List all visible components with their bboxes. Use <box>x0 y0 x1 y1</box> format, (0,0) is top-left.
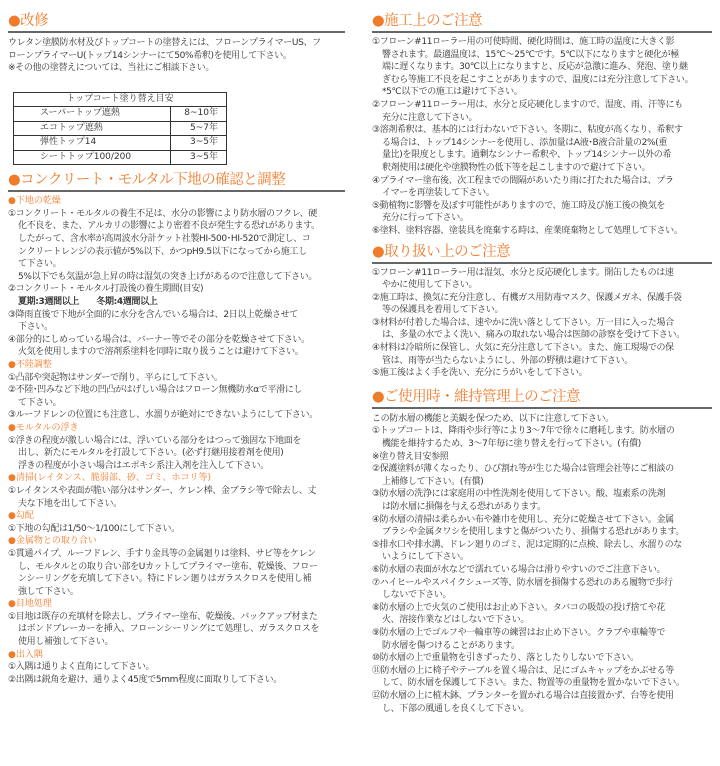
text-line: 強して下さい。 <box>18 586 79 597</box>
seko-notes <box>372 36 712 238</box>
subsection-body <box>8 372 345 422</box>
subsection-body <box>8 523 345 536</box>
text-line: ⑤施工後はよく手を洗い、充分にうがいをして下さい。 <box>372 368 588 379</box>
product-name: エコトップ遮熱 <box>14 121 171 136</box>
kaishu-body-line: ウレタン塗膜防水材及びトップコートの塗替えには、フローンプライマーUS、フ <box>8 38 321 48</box>
text-line: しないで下さい。 <box>382 590 452 601</box>
text-line: て下さい。 <box>18 397 62 408</box>
text-line: 防水層を傷つけることがあります。 <box>382 640 520 651</box>
text-line: 等の保護具を着用して下さい。 <box>382 305 504 316</box>
text-line: ⑥防水層の表面が水などで濡れている場合は滑りやすいのでご注意下さい。 <box>372 564 666 575</box>
text-line: 下さい。 <box>18 322 53 333</box>
concrete-subsections <box>8 195 345 686</box>
text-line: 上補修して下さい。(有償) <box>382 476 484 487</box>
text-line: ④部分的にしめっている場合は、バーナー等でその部分を乾燥させて下さい。 <box>8 334 310 345</box>
text-line: 5%以下でも気温が急上昇の時は湿気の突き上げがあるので注意して下さい。 <box>18 271 318 282</box>
text-line: 端に遅くなります。30℃以上になりますと、反応が急激に進み、発泡、塗り継 <box>382 62 688 73</box>
subsection-body <box>8 611 345 649</box>
text-line: ①フローン#11ローラー用は湿気、水分と反応硬化します。開缶したものは速 <box>372 267 674 278</box>
text-line: ⑤動植物に影響を及ぼす可能性がありますので、施工時及び施工後の換気を <box>372 200 665 211</box>
text-line: ①トップコートは、降雨や歩行等により3～7年で徐々に磨耗します。防水層の <box>372 426 675 437</box>
subsection-heading: ●勾配 <box>8 511 34 522</box>
text-line: 出し、新たにモルタルを打設して下さい。(必ず打継用接着剤を使用) <box>18 448 284 459</box>
text-line: ②施工時は、換気に充分注意し、有機ガス用防毒マスク、保護メガネ、保護手袋 <box>372 292 682 303</box>
subsection-heading: ●モルタルの浮き <box>8 422 79 433</box>
text-line: 管は、雨等が当たらないようにし、外部の野積は避けて下さい。 <box>382 355 633 366</box>
subsection-body <box>8 208 345 359</box>
text-line: ③防水層の洗浄には家庭用の中性洗剤を使用して下さい。酸、塩素系の洗剤 <box>372 489 666 500</box>
text-line: し、下部の風通しを良くして下さい。 <box>382 703 530 714</box>
text-line: 機能を維持するため、3～7年毎に塗り替えを行って下さい。(有償) <box>382 439 641 450</box>
text-line: ①フローン#11ローラー用の可使時間、硬化時間は、施工時の温度に大きく影 <box>372 37 675 47</box>
text-line: イマーを再塗装して下さい。 <box>382 188 495 199</box>
subsection-heading: ●目地処理 <box>8 599 52 610</box>
text-line: 釈剤使用は硬化や塗膜物性の低下等を起こしますので避けて下さい。 <box>382 162 651 173</box>
left-column <box>8 0 345 686</box>
subsection-heading: ●清掃(レイタンス、脆弱部、砂、ゴミ、ホコリ等) <box>8 473 212 484</box>
right-column <box>372 0 712 715</box>
text-line: いようにして下さい。 <box>382 552 469 563</box>
text-line: 化不良を、また、アルカリの影響により密着不良が発生する恐れがあります。 <box>18 221 320 232</box>
text-line: は、多量の水でよく洗い、痛みの取れない場合は医師の診察を受けて下さい。 <box>382 330 685 341</box>
text-line: 夏期:3週間以上 冬期:4週間以上 <box>18 297 158 308</box>
section-heading-shiyo: ●ご使用時・維持管理上のご注意 <box>372 388 712 409</box>
table-row <box>14 136 227 151</box>
table-header: トップコート塗り替え目安 <box>14 92 227 107</box>
subsection-body <box>8 661 345 686</box>
section-heading-seko: ●施工上のご注意 <box>372 12 712 33</box>
text-line: はボンドブレーカーを挿入、フローンシーリングにて処理し、ガラスクロスを <box>18 624 320 635</box>
text-line: ②フローン#11ローラー用は、水分と反応硬化しますので、湿度、雨、汗等にも <box>372 99 683 110</box>
repaint-years: 3~5年 <box>171 136 227 151</box>
shiyo-notes <box>372 413 712 715</box>
text-line: この防水層の機能と美観を保つため、以下に注意して下さい。 <box>372 413 614 424</box>
kaishu-body-line: ローンプライマーU(トップ14シンナーにて50%希釈)を使用して下さい。 <box>8 50 292 61</box>
text-line: ①浮きの程度が激しい場合には、浮いている部分をはつって強固な下地面を <box>8 435 302 446</box>
text-line: ⑪防水層の上に椅子やテーブルを置く場合は、足にゴムキャップをかぶせる等 <box>372 665 674 676</box>
text-line: やかに使用して下さい。 <box>382 280 478 291</box>
text-line: *5℃以下での施工は避けて下さい。 <box>382 87 523 98</box>
text-line: ④材料は冷暗所に保管し、火気に充分注意して下さい。また、施工現場での保 <box>372 343 674 354</box>
table-row <box>14 107 227 122</box>
table-row <box>14 121 227 136</box>
repaint-years: 3~5年 <box>171 150 227 165</box>
text-line: ⑨防水層の上でゴルフや一輪車等の練習はお止め下さい。クラブや車輪等で <box>372 627 666 638</box>
subsection-heading: ●下地の乾燥 <box>8 196 61 207</box>
subsection-body <box>8 485 345 510</box>
text-line: ②不陸･凹みなど下地の凹凸がはげしい場合はフローン無機防水αで平滑にし <box>8 385 303 396</box>
text-line: 夫な下地を出して下さい。 <box>18 498 122 509</box>
text-line: ④プライマー塗布後、次工程までの間隔があいたり雨に打たれた場合は、プラ <box>372 175 674 186</box>
subsection-body <box>8 435 345 473</box>
text-line: ⑦ハイヒールやスパイクシューズ等、防水層を損傷する恐れのある履物で歩行 <box>372 577 673 588</box>
table-row <box>14 150 227 165</box>
text-line: 浮きの程度が小さい場合はエポキシ系注入剤を注入して下さい。 <box>18 460 269 471</box>
text-line: したがって、含水率が高周波水分計ケット社製HI-500･HI-520で測定し、コ <box>18 234 311 245</box>
text-line: ①入隅は通りよく直角にして下さい。 <box>8 662 155 673</box>
product-name: スーパートップ遮熱 <box>14 107 171 122</box>
subsection-heading: ●出入隅 <box>8 649 43 660</box>
text-line: ⑥塗料、塗料容器、塗装具を廃棄する時は、産業廃棄物として処理して下さい。 <box>372 225 683 236</box>
text-line: は防水層に損傷を与える恐れがあります。 <box>382 502 546 512</box>
text-line: ⑧防水層の上で火気のご使用はお止め下さい。タバコの吸殻の投げ捨てや花 <box>372 602 666 613</box>
text-line: ①下地の勾配は1/50～1/100にして下さい。 <box>8 523 180 534</box>
text-line: ③ルーフドレンの位置にも注意し、水溜りが絶対にできないようにして下さい。 <box>8 410 318 421</box>
text-line: ②コンクリート・モルタル打設後の養生期間(目安) <box>8 284 204 295</box>
text-line: 火、溶接作業などはしないで下さい。 <box>382 615 530 626</box>
product-name: 弾性トップ14 <box>14 136 171 151</box>
text-line: 響されます。最適温度は、15℃～25℃です。5℃以下になりますと硬化が極 <box>382 49 679 60</box>
text-line: ④防水層の清掃は柔らかい布や雑巾を使用し、充分に乾燥させて下さい。金属 <box>372 514 674 525</box>
text-line: して、防水層を保護して下さい。また、物置等の重量物を置かないで下さい。 <box>382 678 685 689</box>
text-line: 火気を使用しますので溶剤系塗料を同時に取り扱うことは避けて下さい。 <box>18 347 304 358</box>
text-line: ①レイタンスや表面が脆い部分はサンダー、ケレン棒、金ブラシ等で除去し、丈 <box>8 485 317 496</box>
repaint-years: 8~10年 <box>171 107 227 122</box>
text-line: し、モルタルとの取り合い部をUカットしてプライマー塗布、乾燥後、フロー <box>18 561 318 572</box>
text-line: ぎむら等施工不良を起こすことがありますので、温度には充分注意して下さい。 <box>382 74 694 85</box>
text-line: て下さい。 <box>18 259 62 270</box>
text-line: ⑤排水口や排水溝、ドレン廻りのゴミ、泥は定期的に点検、除去し、水溜りのな <box>372 539 682 550</box>
text-line: ⑩防水層の上で重量物を引きずったり、落としたりしないで下さい。 <box>372 653 639 664</box>
text-line: ブラシや金属タワシを使用しますと傷がついたり、損傷する恐れがあります。 <box>382 527 685 538</box>
toriatsukai-notes <box>372 267 712 380</box>
kaishu-body-line: ※その他の塗替えについては、当社にご相談下さい。 <box>8 63 214 74</box>
text-line: 充分に注意して下さい。 <box>382 112 478 123</box>
text-line: ①目地は既存の充填材を除去し、プライマー塗布、乾燥後、バックアップ材また <box>8 611 318 622</box>
text-line: ②出隅は鋭角を避け、通りよく45度で5mm程度に面取りして下さい。 <box>8 674 282 685</box>
subsection-heading: ●不陸調整 <box>8 360 52 370</box>
subsection-heading: ●金属物との取り合い <box>8 536 97 547</box>
text-line: ンシーリングを充填して下さい。特にドレン廻りはガラスクロスを使用し補 <box>18 574 312 585</box>
text-line: 使用し補強して下さい。 <box>18 637 114 648</box>
text-line: る場合は、トップ14シンナーを使用し、添加量はA液･B液合計量の2%(重 <box>382 137 667 148</box>
text-line: ンクリートレンジの表示値が5%以下、かつpH9.5以下になってから施工し <box>18 246 307 257</box>
section-heading-concrete: ●コンクリート・モルタル下地の確認と調整 <box>8 171 345 192</box>
text-line: ⑫防水層の上に植木鉢、プランターを置かれる場合は直接置かず、台等を使用 <box>372 690 674 701</box>
text-line: 充分に行って下さい。 <box>382 213 469 224</box>
text-line: ①貫通パイプ、ルーフドレン、手すり金具等の金属廻りは塗料、サビ等をケレン <box>8 548 316 559</box>
text-line: ③溶剤希釈は、基本的には行わないで下さい。冬期に、粘度が高くなり、希釈す <box>372 125 683 136</box>
topcoat-repaint-table <box>13 92 227 166</box>
text-line: ③降雨直後で下地が全面的に水分を含んでいる場合は、2日以上乾燥させて <box>8 309 298 320</box>
text-line: ①凸部や突起物はサンダーで削り、平らにして下さい。 <box>8 372 223 383</box>
text-line: ①コンクリート・モルタルの養生不足は、水分の影響により防水層のフクレ、硬 <box>8 208 317 219</box>
text-line: 量比)を限度とします。過剰なシンナー希釈や、トップ14シンナー以外の希 <box>382 150 672 161</box>
text-line: ※塗り替え目安参照 <box>372 451 449 462</box>
text-line: ③材料が付着した場合は、速やかに洗い落として下さい。万一目に入った場合 <box>372 317 674 328</box>
text-line: ②保護塗料が薄くなったり、ひび割れ等が生じた場合は管理会社等にご相談の <box>372 464 674 475</box>
section-heading-kaishu: ●改修 <box>8 12 345 33</box>
section-heading-toriatsukai: ●取り扱い上のご注意 <box>372 243 712 264</box>
repaint-years: 5~7年 <box>171 121 227 136</box>
product-name: シートトップ100/200 <box>14 150 171 165</box>
subsection-body <box>8 548 345 598</box>
